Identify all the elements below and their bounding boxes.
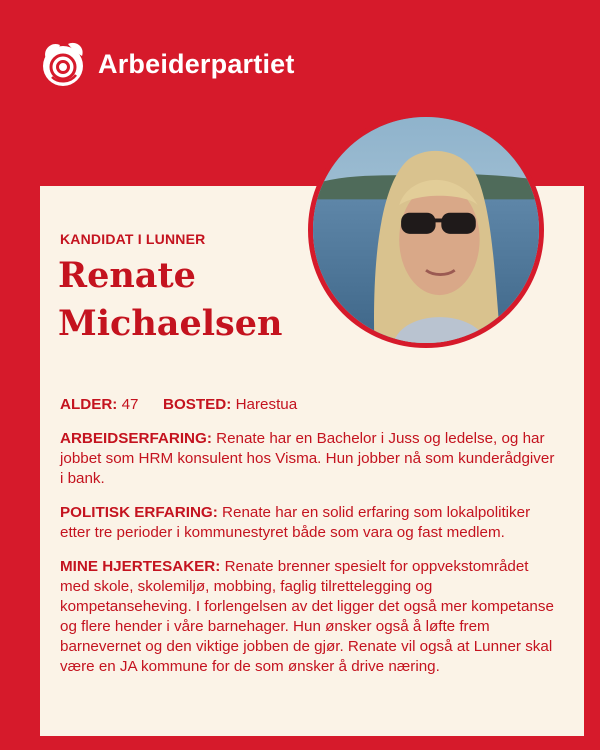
political-text: Renate har en solid erfaring som lokalpolitiker etter tre perioder i kommunestyret både som vara og fast medlem. <box>60 504 531 541</box>
candidate-last-name: Michaelsen <box>58 303 283 344</box>
political-label: POLITISK ERFARING: <box>60 504 218 521</box>
candidate-name <box>58 252 318 348</box>
candidate-kicker: KANDIDAT I LUNNER <box>60 231 206 247</box>
candidate-first-name: Renate <box>58 255 196 296</box>
candidate-info <box>60 395 560 691</box>
age-value: 47 <box>121 396 139 413</box>
political-section <box>60 503 560 543</box>
residence-value: Harestua <box>235 396 298 413</box>
age-label: ALDER: <box>60 396 118 413</box>
causes-text: Renate brenner spesielt for oppvekstområdet med skole, skolemiljø, mobbing, faglig tilrettelegging og kompetanseheving. I forlengelsen av det ligger det også mer kompetanse og flere hender i våre barnehager. Hun ønsker også å løfte frem barnevernet og den viktige jobben de gjør. Renate vil også at Lunner skal være en JA kommune for de som ønsker å drive næring. <box>60 558 554 675</box>
facts-line <box>60 395 560 415</box>
causes-label: MINE HJERTESAKER: <box>60 558 221 575</box>
residence-label: BOSTED: <box>162 396 232 413</box>
causes-section <box>60 557 560 677</box>
candidate-photo <box>308 112 544 348</box>
work-label: ARBEIDSERFARING: <box>60 430 212 447</box>
work-text: Renate har en Bachelor i Juss og ledelse, og har jobbet som HRM konsulent hos Visma. Hun jobber nå som kunderådgiver i bank. <box>60 430 555 487</box>
brand-name: Arbeiderpartiet <box>98 48 295 79</box>
work-section <box>60 429 560 489</box>
rose-logo-icon <box>36 37 90 91</box>
header <box>36 36 295 92</box>
